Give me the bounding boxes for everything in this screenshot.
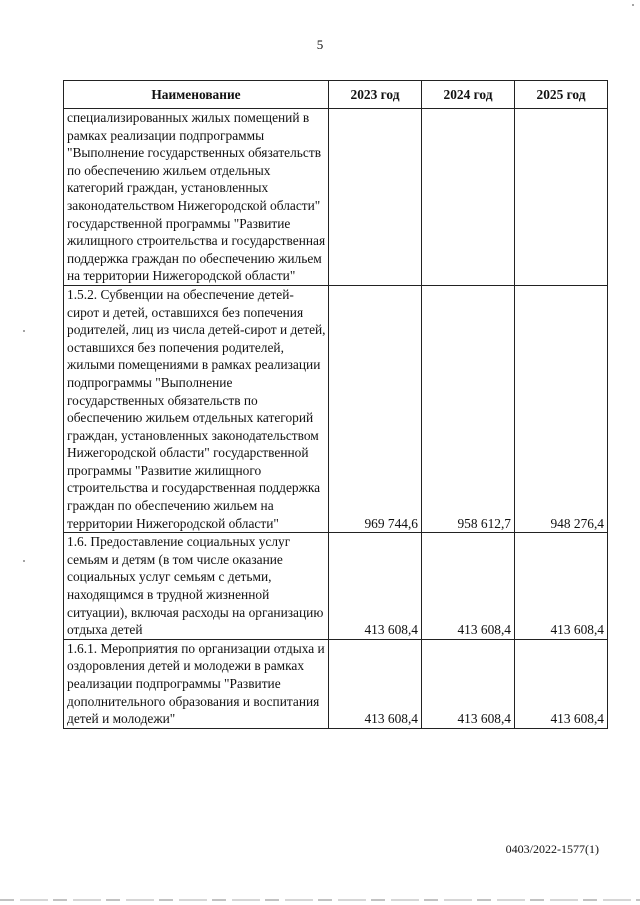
row-value-2023: 413 608,4 bbox=[329, 533, 422, 640]
table-row bbox=[64, 639, 608, 728]
scan-edge-artifact bbox=[0, 899, 640, 901]
row-value-2024: 413 608,4 bbox=[422, 533, 515, 640]
table-row bbox=[64, 109, 608, 286]
table-row bbox=[64, 533, 608, 640]
row-value-2024: 958 612,7 bbox=[422, 285, 515, 532]
table-header-row bbox=[64, 81, 608, 109]
row-value-2025 bbox=[515, 109, 608, 286]
header-2024: 2024 год bbox=[422, 81, 515, 109]
row-value-2023: 413 608,4 bbox=[329, 639, 422, 728]
row-value-2025: 413 608,4 bbox=[515, 639, 608, 728]
scan-speck bbox=[23, 330, 25, 332]
row-name: 1.5.2. Субвенции на обеспечение детей-сирот и детей, оставшихся без попечения родителей, лиц из числа детей-сирот и детей, оставшихся без попечения родителей, жилыми помещениями в рамках реализации подпрограммы "Выполнение государственных обязательств по обеспечению жильем отдельных категорий граждан, установленных законодательством Нижегородской области" государственной программы "Развитие жилищного строительства и государственная поддержка граждан по обеспечению жильем на территории Нижегородской области" bbox=[64, 285, 329, 532]
row-name: специализированных жилых помещений в рамках реализации подпрограммы "Выполнение государственных обязательств по обеспечению жильем отдельных категорий граждан, установленных законодательством Нижегородской области" государственной программы "Развитие жилищного строительства и государственная поддержка граждан по обеспечению жильем на территории Нижегородской области" bbox=[64, 109, 329, 286]
document-code: 0403/2022-1577(1) bbox=[505, 842, 599, 856]
header-name: Наименование bbox=[64, 81, 329, 109]
table-row bbox=[64, 285, 608, 532]
header-2025: 2025 год bbox=[515, 81, 608, 109]
row-value-2025: 413 608,4 bbox=[515, 533, 608, 640]
row-value-2024 bbox=[422, 109, 515, 286]
row-value-2024: 413 608,4 bbox=[422, 639, 515, 728]
scan-speck bbox=[632, 4, 634, 6]
scan-speck bbox=[23, 560, 25, 562]
budget-table bbox=[63, 80, 608, 729]
header-2023: 2023 год bbox=[329, 81, 422, 109]
row-value-2023: 969 744,6 bbox=[329, 285, 422, 532]
row-value-2023 bbox=[329, 109, 422, 286]
page-number: 5 bbox=[316, 37, 324, 52]
row-value-2025: 948 276,4 bbox=[515, 285, 608, 532]
row-name: 1.6. Предоставление социальных услуг семьям и детям (в том числе оказание социальных услуг семьям с детьми, находящимся в трудной жизненной ситуации), включая расходы на организацию отдыха детей bbox=[64, 533, 329, 640]
row-name: 1.6.1. Мероприятия по организации отдыха и оздоровления детей и молодежи в рамках реализации подпрограммы "Развитие дополнительного образования и воспитания детей и молодежи" bbox=[64, 639, 329, 728]
